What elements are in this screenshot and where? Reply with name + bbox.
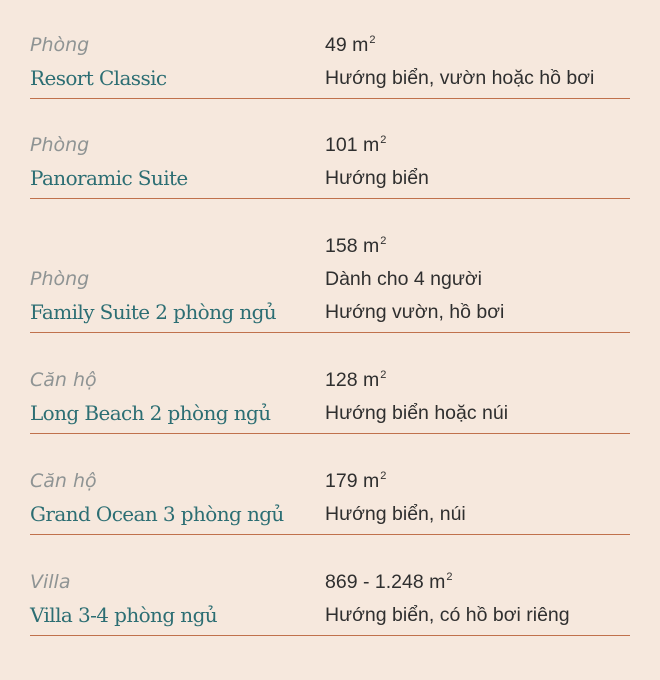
room-row-villa (30, 535, 630, 636)
room-area (325, 230, 645, 263)
area-unit-power: 2 (380, 369, 387, 381)
room-title-block (30, 465, 326, 531)
room-view: Hướng biển, núi (325, 503, 466, 525)
room-category: Villa (30, 571, 71, 593)
room-row-long-beach (30, 333, 630, 434)
room-title-block (30, 29, 326, 95)
room-area-value: 158 m (325, 235, 380, 257)
room-category: Phòng (30, 268, 90, 290)
room-category: Căn hộ (30, 369, 97, 391)
room-title-block (30, 129, 326, 195)
room-category: Phòng (30, 34, 90, 56)
area-unit-power: 2 (380, 134, 387, 146)
room-name: Grand Ocean 3 phòng ngủ (30, 502, 284, 526)
area-unit-power: 2 (446, 571, 453, 583)
room-title-block (30, 263, 326, 329)
room-view: Hướng biển, có hồ bơi riêng (325, 604, 570, 626)
room-list (30, 0, 630, 636)
room-area-value: 128 m (325, 369, 380, 391)
room-title-block (30, 364, 326, 430)
room-name: Resort Classic (30, 66, 167, 90)
room-area (325, 465, 645, 498)
area-unit-power: 2 (380, 470, 387, 482)
room-area (325, 364, 645, 397)
room-details (325, 230, 645, 329)
room-title-block (30, 566, 326, 632)
room-row-panoramic-suite (30, 99, 630, 199)
room-name: Long Beach 2 phòng ngủ (30, 401, 271, 425)
room-row-grand-ocean (30, 434, 630, 535)
room-category: Căn hộ (30, 470, 97, 492)
room-capacity: Dành cho 4 người (325, 268, 483, 290)
room-view: Hướng biển hoặc núi (325, 402, 509, 424)
room-name: Panoramic Suite (30, 166, 188, 190)
room-area-value: 49 m (325, 34, 369, 56)
room-area-value: 101 m (325, 134, 380, 156)
room-area (325, 129, 645, 162)
room-area (325, 29, 645, 62)
room-area-value: 869 - 1.248 m (325, 571, 446, 593)
room-name: Family Suite 2 phòng ngủ (30, 300, 277, 324)
room-view: Hướng biển (325, 167, 429, 189)
area-unit-power: 2 (380, 235, 387, 247)
room-details (325, 364, 645, 430)
room-details (325, 129, 645, 195)
room-row-resort-classic (30, 0, 630, 99)
room-details (325, 566, 645, 632)
room-area-value: 179 m (325, 470, 380, 492)
room-name: Villa 3-4 phòng ngủ (30, 603, 218, 627)
room-category: Phòng (30, 134, 90, 156)
room-details (325, 29, 645, 95)
room-view: Hướng biển, vườn hoặc hồ bơi (325, 67, 595, 89)
room-view: Hướng vườn, hồ bơi (325, 301, 505, 323)
area-unit-power: 2 (369, 34, 376, 46)
room-details (325, 465, 645, 531)
room-area (325, 566, 645, 599)
room-row-family-suite (30, 199, 630, 333)
